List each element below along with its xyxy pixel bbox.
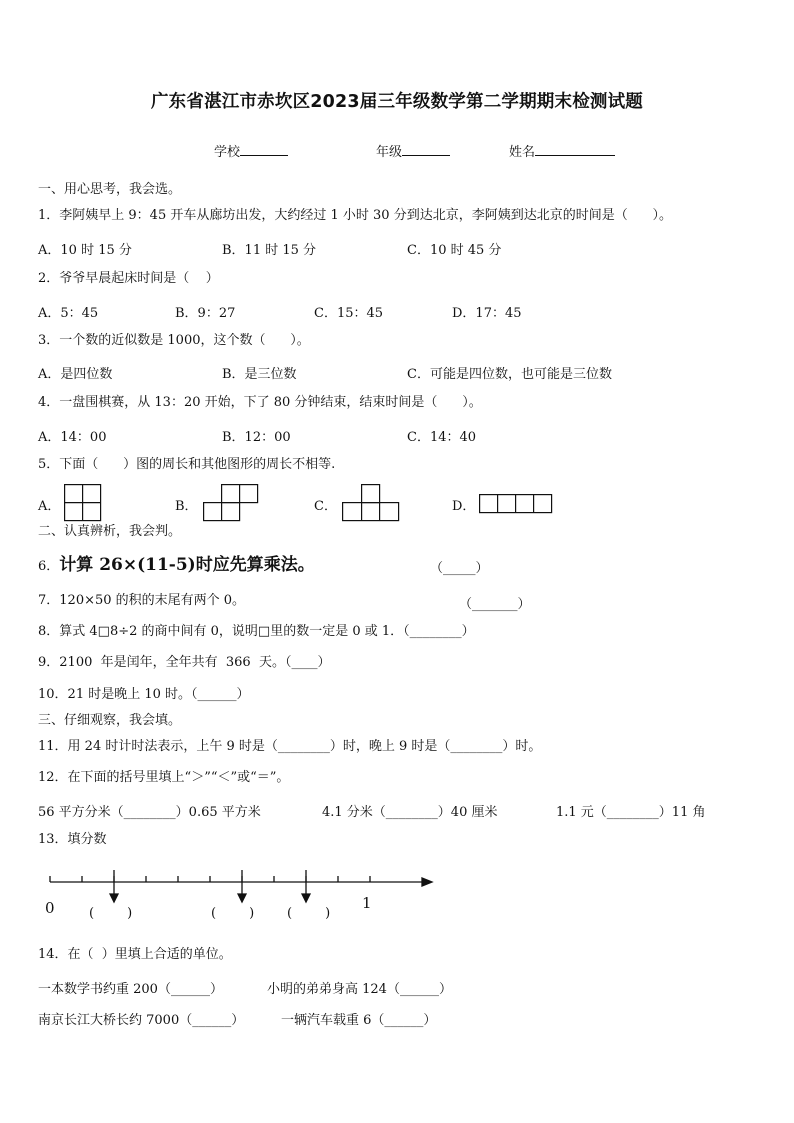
name-field [509, 141, 615, 160]
question-5: 5．下面（ ）图的周长和其他图形的周长不相等. [38, 457, 336, 472]
question-2: 2．爷爷早晨起床时间是（ ） [38, 271, 219, 286]
school-label: 学校 [214, 145, 241, 160]
section-heading-1: 一、用心思考，我会选。 [38, 182, 182, 197]
q1-option-c: C．10 时 45 分 [407, 243, 502, 258]
question-9: 9．2100 年是闰年，全年共有 366 天。（____） [38, 655, 331, 670]
grade-blank [402, 143, 450, 156]
q12-item-b: 4.1 分米（________）40 厘米 [322, 805, 498, 820]
question-4: 4．一盘围棋赛，从 13：20 开始，下了 80 分钟结束，结束时间是（ ）。 [38, 395, 482, 410]
q6-statement: 计算 26×(11-5)时应先算乘法。 [59, 555, 315, 575]
number-line-pointers [110, 870, 310, 902]
q3-option-c: C．可能是四位数，也可能是三位数 [407, 367, 612, 382]
q5-figure-a [64, 484, 102, 522]
q5-option-b: B． [175, 499, 198, 514]
question-6 [38, 555, 315, 577]
q4-option-a: A．14：00 [38, 430, 107, 445]
question-7: 7．120×50 的积的末尾有两个 0。 [38, 593, 246, 608]
number-line-one: 1 [362, 894, 372, 912]
number-line-ticks [50, 876, 370, 882]
number-line-zero: 0 [45, 899, 55, 917]
q3-option-a: A．是四位数 [38, 367, 113, 382]
q6-answer-blank: （_____） [430, 561, 489, 576]
q5-option-d: D． [452, 499, 476, 514]
name-blank [535, 143, 615, 156]
q14-item-b: 小明的弟弟身高 124（______） [267, 982, 452, 997]
grade-field [376, 141, 450, 160]
q14-item-c: 南京长江大桥长约 7000（______） [38, 1013, 245, 1028]
number-line-blank-1: ( ) [89, 906, 133, 921]
number-line-blank-3: ( ) [287, 906, 331, 921]
school-field [214, 141, 288, 160]
q2-option-c: C．15：45 [314, 306, 384, 321]
q14-item-a: 一本数学书约重 200（______） [38, 982, 223, 997]
q2-option-a: A．5：45 [38, 306, 99, 321]
q14-item-d: 一辆汽车载重 6（______） [281, 1013, 437, 1028]
question-1: 1．李阿姨早上 9：45 开车从廊坊出发，大约经过 1 小时 30 分到达北京，李阿姨到达北京的时间是（ ）。 [38, 208, 672, 223]
question-8: 8．算式 4□8÷2 的商中间有 0，说明□里的数一定是 0 或 1．（________） [38, 624, 475, 639]
question-10: 10．21 时是晚上 10 时。（______） [38, 687, 250, 702]
q2-option-d: D．17：45 [452, 306, 522, 321]
q7-answer-blank: （_______） [459, 597, 531, 612]
q5-option-a: A． [38, 499, 61, 514]
question-14: 14．在（ ）里填上合适的单位。 [38, 947, 232, 962]
q5-option-c: C． [314, 499, 337, 514]
q3-option-b: B．是三位数 [222, 367, 297, 382]
q12-item-a: 56 平方分米（________）0.65 平方米 [38, 805, 261, 820]
number-line-arrow [422, 878, 432, 886]
q1-option-b: B．11 时 15 分 [222, 243, 317, 258]
section-heading-2: 二、认真辨析，我会判。 [38, 524, 182, 539]
q4-option-c: C．14：40 [407, 430, 477, 445]
page-title: 广东省湛江市赤坎区2023届三年级数学第二学期期末检测试题 [150, 92, 643, 112]
school-blank [240, 143, 288, 156]
q5-figure-d [479, 494, 553, 514]
number-line [44, 868, 436, 908]
question-13: 13．填分数 [38, 832, 107, 847]
q2-option-b: B．9：27 [175, 306, 236, 321]
question-11: 11．用 24 时计时法表示，上午 9 时是（________）时，晚上 9 时是（________）时。 [38, 739, 542, 754]
grade-label: 年级 [376, 145, 403, 160]
number-line-blank-2: ( ) [211, 906, 255, 921]
question-12: 12．在下面的括号里填上“＞”“＜”或“＝”。 [38, 770, 290, 785]
q12-item-c: 1.1 元（________）11 角 [556, 805, 706, 820]
q5-figure-c [342, 484, 400, 522]
q4-option-b: B．12：00 [222, 430, 291, 445]
q5-figure-b [203, 484, 259, 522]
section-heading-3: 三、仔细观察，我会填。 [38, 713, 182, 728]
q6-number: 6． [38, 559, 60, 574]
q1-option-a: A．10 时 15 分 [38, 243, 132, 258]
name-label: 姓名 [509, 145, 536, 160]
question-3: 3．一个数的近似数是 1000，这个数（ ）。 [38, 333, 310, 348]
